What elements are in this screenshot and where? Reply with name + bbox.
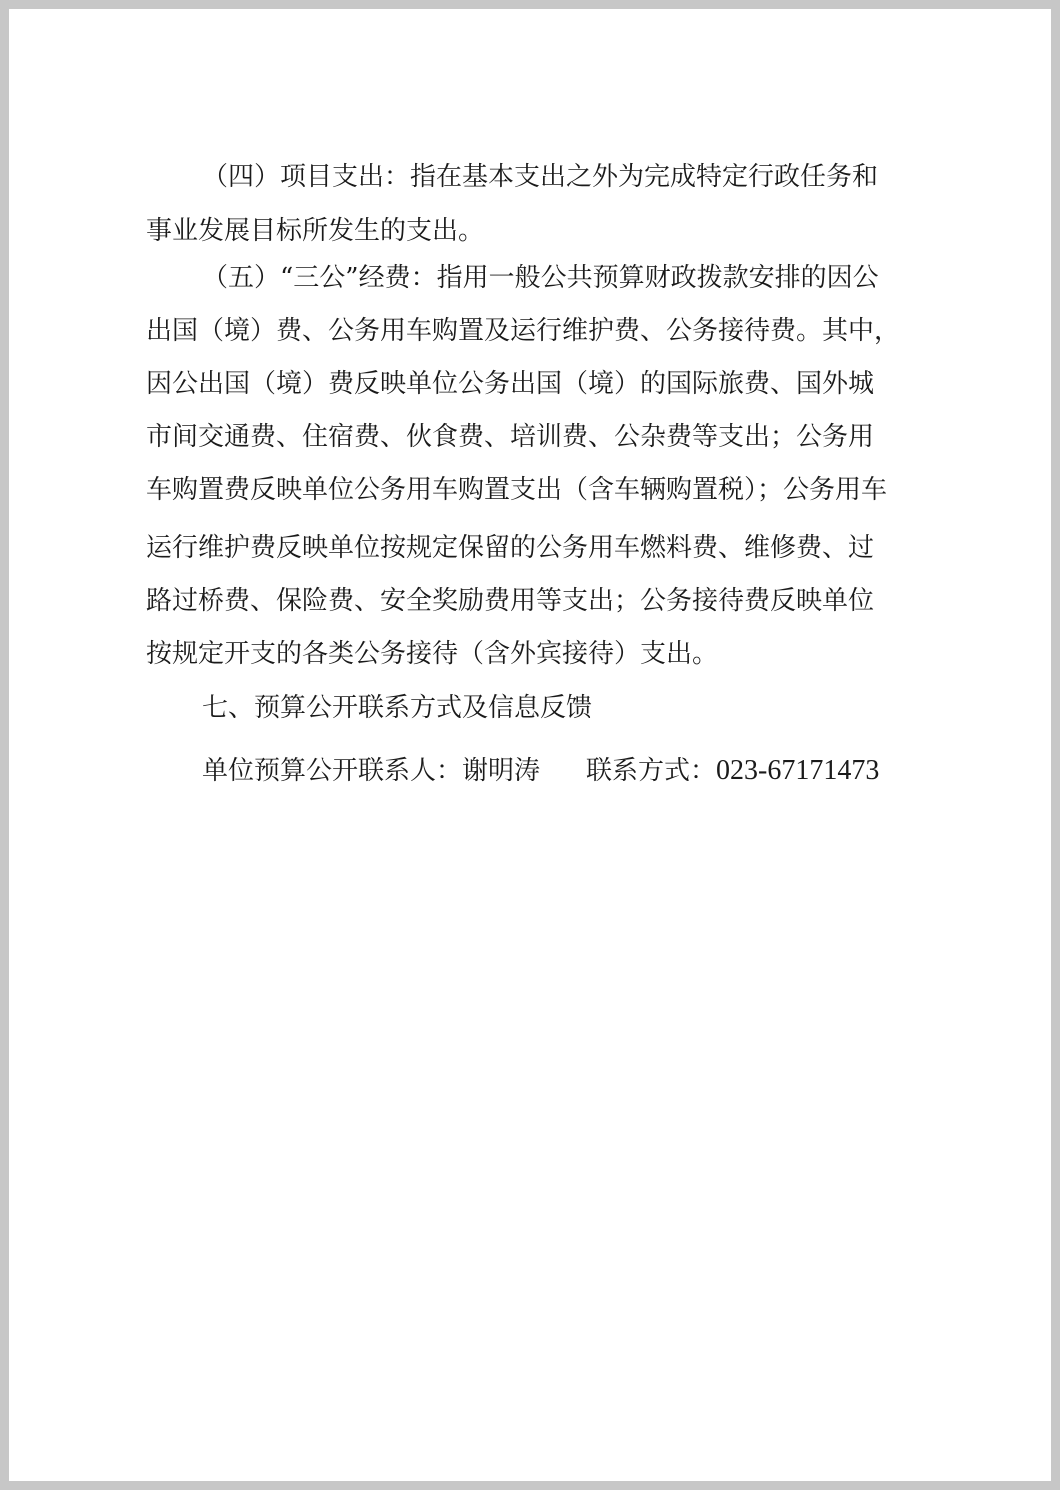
paragraph-line-2: 事业发展目标所发生的支出。 xyxy=(146,216,485,246)
contact-line xyxy=(202,754,879,788)
section-heading: 七、预算公开联系方式及信息反馈 xyxy=(202,693,593,723)
contact-method-label: 联系方式： xyxy=(586,756,717,786)
paragraph-line-6: 市间交通费、住宿费、伙食费、培训费、公杂费等支出；公务用 xyxy=(146,422,875,452)
paragraph-line-4: 出国（境）费、公务用车购置及运行维护费、公务接待费。其中， xyxy=(146,316,901,346)
paragraph-line-1: （四）项目支出：指在基本支出之外为完成特定行政任务和 xyxy=(202,162,879,192)
paragraph-line-7: 车购置费反映单位公务用车购置支出（含车辆购置税）；公务用车 xyxy=(146,475,888,505)
contact-phone: 023-67171473 xyxy=(716,755,880,786)
paragraph-line-8: 运行维护费反映单位按规定保留的公务用车燃料费、维修费、过 xyxy=(146,533,875,563)
paragraph-line-9: 路过桥费、保险费、安全奖励费用等支出；公务接待费反映单位 xyxy=(146,586,875,616)
document-page xyxy=(9,9,1051,1481)
paragraph-line-10: 按规定开支的各类公务接待（含外宾接待）支出。 xyxy=(146,639,719,669)
paragraph-line-5: 因公出国（境）费反映单位公务出国（境）的国际旅费、国外城 xyxy=(146,369,875,399)
contact-person: 单位预算公开联系人：谢明涛 xyxy=(202,756,541,786)
paragraph-line-3: （五）“三公”经费：指用一般公共预算财政拨款安排的因公 xyxy=(202,263,879,293)
